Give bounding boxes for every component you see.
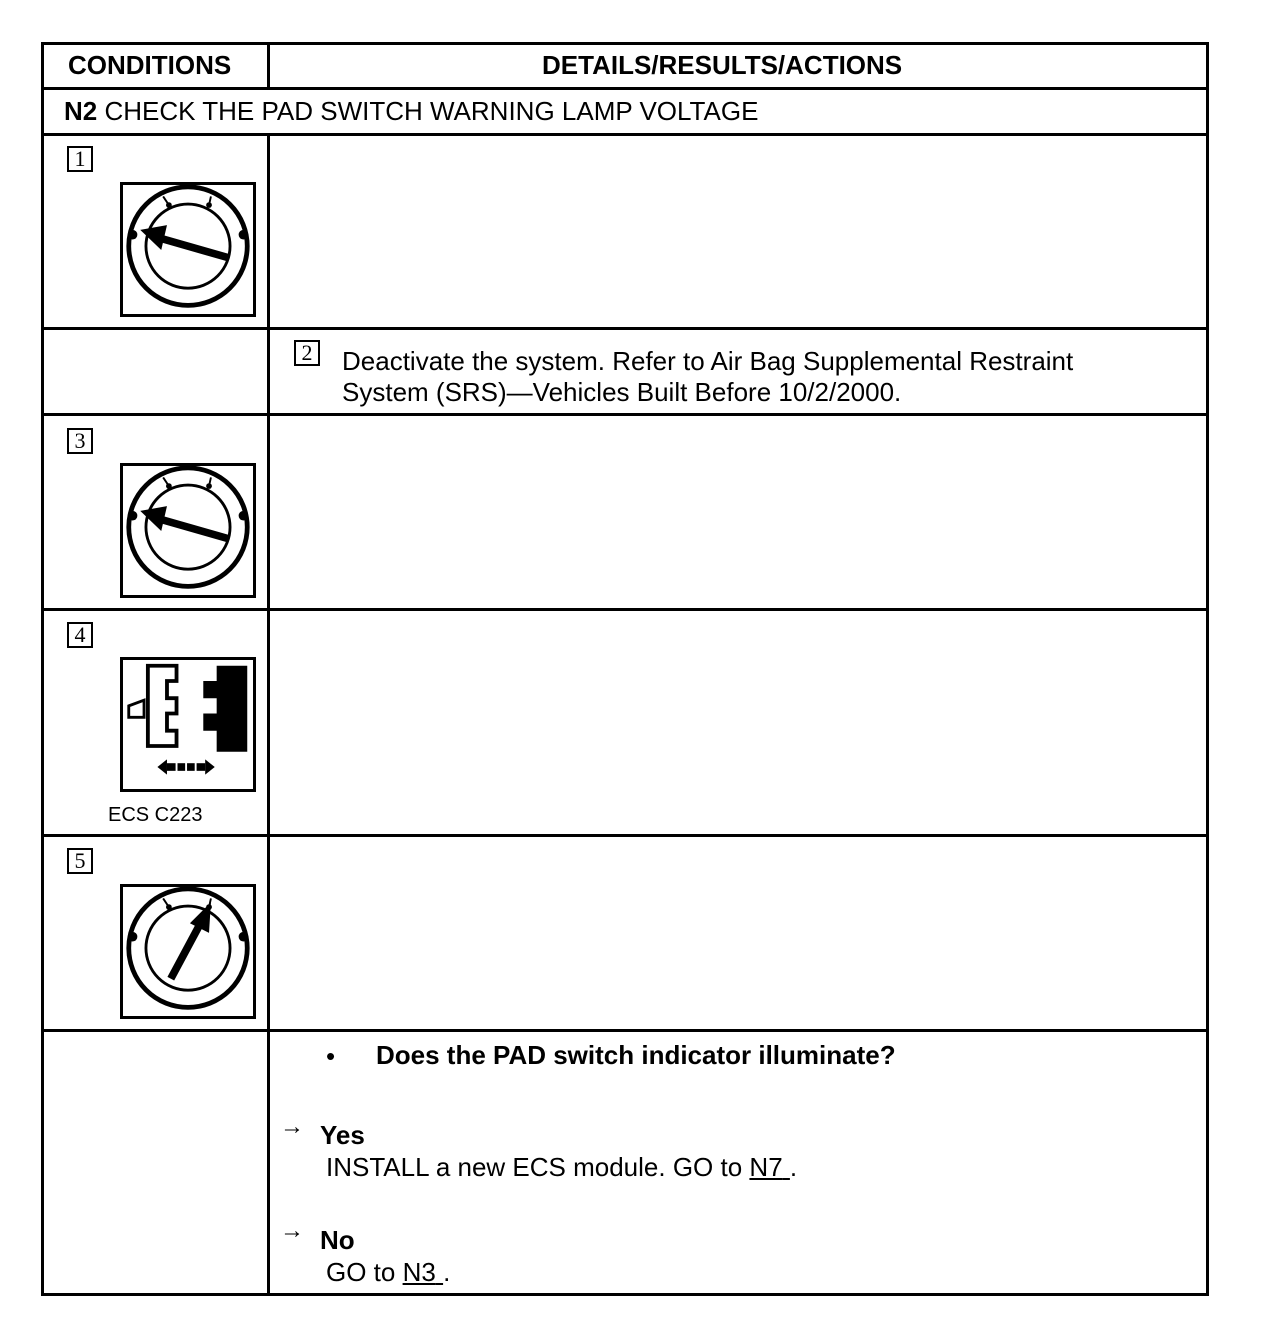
ignition-key-off-icon xyxy=(120,182,256,317)
header-row-border xyxy=(41,87,1209,90)
section-title-text: CHECK THE PAD SWITCH WARNING LAMP VOLTAGE xyxy=(104,96,759,126)
yes-arrow: → xyxy=(280,1113,304,1140)
n3-link[interactable]: N3 xyxy=(402,1257,436,1287)
no-arrow: → xyxy=(280,1217,304,1244)
no-label: No xyxy=(320,1225,355,1255)
step-2-number: 2 xyxy=(294,340,320,366)
n7-link[interactable]: N7 xyxy=(749,1152,783,1182)
table-top-border xyxy=(41,42,1209,45)
question-bullet: • xyxy=(326,1041,336,1071)
section-id: N2 xyxy=(64,96,98,126)
connector-disconnect-icon xyxy=(120,657,256,792)
step-1-number: 1 xyxy=(67,146,93,172)
step-3-number: 3 xyxy=(67,428,93,454)
section-row-border xyxy=(41,133,1209,136)
no-period: . xyxy=(443,1257,451,1287)
yes-action xyxy=(326,1152,797,1182)
yes-action-text: INSTALL a new ECS module. GO to xyxy=(326,1152,743,1182)
section-title xyxy=(64,96,758,126)
question-text: Does the PAD switch indicator illuminate? xyxy=(376,1040,896,1070)
step-5-number: 5 xyxy=(67,848,93,874)
step-4-number: 4 xyxy=(67,622,93,648)
connector-caption: ECS C223 xyxy=(108,804,203,826)
column-divider-header xyxy=(267,42,270,90)
conditions-header: CONDITIONS xyxy=(68,50,232,80)
ignition-key-off-icon xyxy=(120,463,256,598)
details-header: DETAILS/RESULTS/ACTIONS xyxy=(542,50,903,80)
yes-period: . xyxy=(789,1152,798,1182)
table-left-border xyxy=(41,42,44,1296)
column-divider-body xyxy=(267,133,270,1293)
step-2-instruction-line2: System (SRS)—Vehicles Built Before 10/2/2000. xyxy=(342,377,902,407)
no-action-text: GO to xyxy=(326,1257,396,1287)
step5-row-border xyxy=(41,1029,1209,1032)
step1-row-border xyxy=(41,327,1209,330)
step4-row-border xyxy=(41,834,1209,837)
table-bottom-border xyxy=(41,1293,1209,1296)
ignition-key-on-icon xyxy=(120,884,256,1019)
step3-row-border xyxy=(41,608,1209,611)
no-action xyxy=(326,1257,450,1287)
table-right-border xyxy=(1206,42,1209,1296)
step-2-instruction-line1: Deactivate the system. Refer to Air Bag Supplemental Restraint xyxy=(342,346,1074,376)
yes-label: Yes xyxy=(320,1120,365,1150)
step2-row-border xyxy=(41,413,1209,416)
